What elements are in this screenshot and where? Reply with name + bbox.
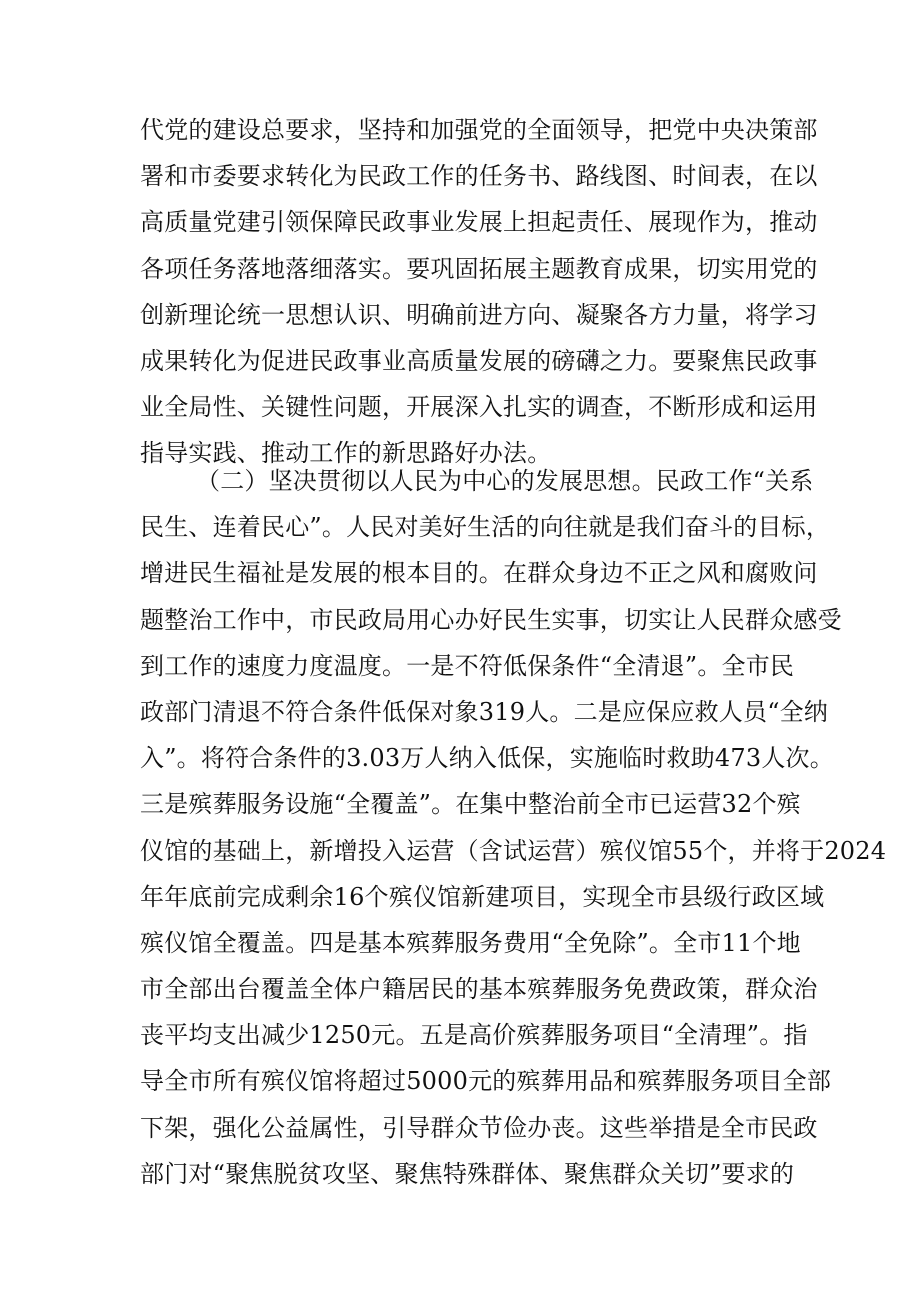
paragraph-line: 下架，强化公益属性，引导群众节俭办丧。这些举措是全市民政	[140, 1113, 818, 1142]
paragraph-line: 市全部出台覆盖全体户籍居民的基本殡葬服务免费政策，群众治	[140, 975, 818, 1004]
paragraph-line: 代党的建设总要求，坚持和加强党的全面领导，把党中央决策部	[140, 116, 818, 144]
paragraph-line: 成果转化为促进民政事业高质量发展的磅礴之力。要聚焦民政事	[140, 346, 818, 375]
paragraph-line: 仪馆的基础上，新增投入运营（含试运营）殡仪馆55个，并将于2024	[140, 836, 887, 865]
paragraph-2	[140, 458, 887, 1197]
paragraph-line: 增进民生福祉是发展的根本目的。在群众身边不正之风和腐败问	[140, 559, 818, 588]
paragraph-line: 三是殡葬服务设施“全覆盖”。在集中整治前全市已运营32个殡	[140, 790, 801, 819]
paragraph-line: 署和市委要求转化为民政工作的任务书、路线图、时间表，在以	[140, 162, 818, 191]
paragraph-line: 题整治工作中，市民政局用心办好民生实事，切实让人民群众感受	[140, 605, 842, 634]
paragraph-line: 到工作的速度力度温度。一是不符低保条件“全清退”。全市民	[140, 651, 795, 680]
paragraph-line: 丧平均支出减少1250元。五是高价殡葬服务项目“全清理”。指	[140, 1021, 808, 1050]
paragraph-line: 入”。将符合条件的3.03万人纳入低保，实施临时救助473人次。	[140, 744, 834, 773]
section-heading-line: （二）坚决贯彻以人民为中心的发展思想。民政工作“关系	[196, 467, 814, 495]
paragraph-line: 指导实践、推动工作的新思路好办法。	[140, 439, 552, 468]
paragraph-line: 政部门清退不符合条件低保对象319人。二是应保应救人员“全纳	[140, 697, 829, 726]
paragraph-line: 殡仪馆全覆盖。四是基本殡葬服务费用“全免除”。全市11个地	[140, 928, 801, 957]
paragraph-line: 年年底前完成剩余16个殡仪馆新建项目，实现全市县级行政区域	[140, 882, 825, 911]
paragraph-line: 创新理论统一思想认识、明确前进方向、凝聚各方力量，将学习	[140, 300, 818, 329]
paragraph-line: 业全局性、关键性问题，开展深入扎实的调查，不断形成和运用	[140, 393, 818, 422]
paragraph-line: 各项任务落地落细落实。要巩固拓展主题教育成果，切实用党的	[140, 254, 818, 283]
paragraph-line: 民生、连着民心”。人民对美好生活的向往就是我们奋斗的目标，	[140, 513, 831, 542]
paragraph-1	[140, 107, 818, 477]
paragraph-line: 导全市所有殡仪馆将超过5000元的殡葬用品和殡葬服务项目全部	[140, 1067, 832, 1096]
paragraph-line: 部门对“聚焦脱贫攻坚、聚焦特殊群体、聚焦群众关切”要求的	[140, 1159, 795, 1188]
paragraph-line: 高质量党建引领保障民政事业发展上担起责任、展现作为，推动	[140, 208, 818, 237]
